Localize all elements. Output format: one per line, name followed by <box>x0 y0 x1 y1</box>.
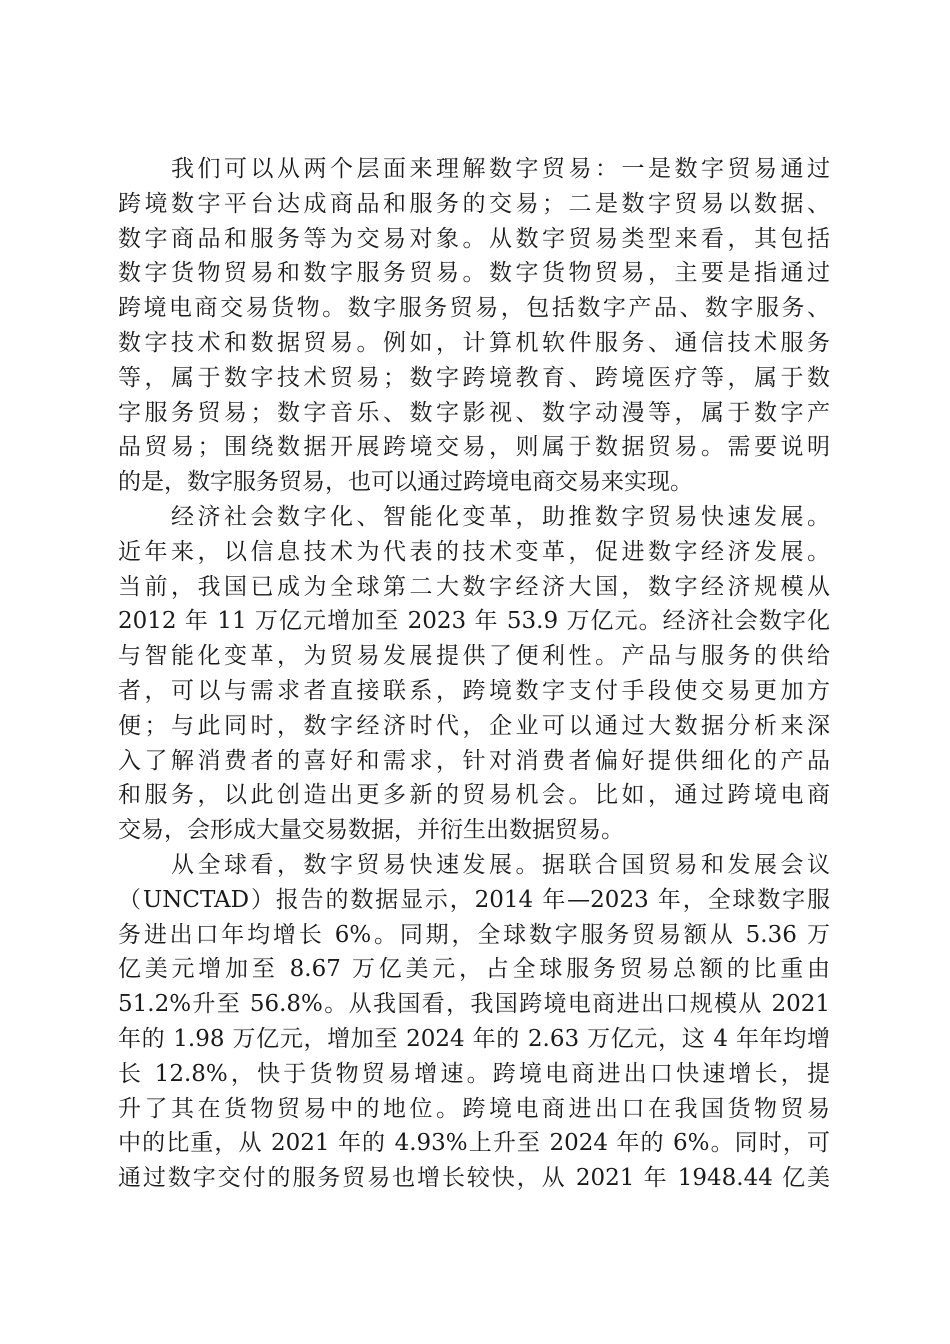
text-line: 入了解消费者的喜好和需求，针对消费者偏好提供细化的产品 <box>118 747 830 774</box>
text-line: 等，属于数字技术贸易；数字跨境教育、跨境医疗等，属于数 <box>118 364 830 391</box>
text-line: 我们可以从两个层面来理解数字贸易：一是数字贸易通过 <box>118 156 830 182</box>
text-line: 者，可以与需求者直接联系，跨境数字支付手段使交易更加方 <box>118 677 830 704</box>
text-line: 亿美元增加至 8.67 万亿美元，占全球服务贸易总额的比重由 <box>118 956 830 983</box>
text-line: 升了其在货物贸易中的地位。跨境电商进出口在我国货物贸易 <box>118 1095 830 1122</box>
text-line: 通过数字交付的服务贸易也增长较快，从 2021 年 1948.44 亿美 <box>118 1165 830 1192</box>
text-line: （UNCTAD）报告的数据显示，2014 年—2023 年，全球数字服 <box>118 886 830 913</box>
text-line: 2012 年 11 万亿元增加至 2023 年 53.9 万亿元。经济社会数字化 <box>118 608 830 635</box>
text-line: 长 12.8%，快于货物贸易增速。跨境电商进出口快速增长，提 <box>118 1060 830 1087</box>
text-line: 数字商品和服务等为交易对象。从数字贸易类型来看，其包括 <box>118 225 830 252</box>
text-line: 近年来，以信息技术为代表的技术变革，促进数字经济发展。 <box>118 538 830 565</box>
text-line: 年的 1.98 万亿元，增加至 2024 年的 2.63 万亿元，这 4 年年均增 <box>118 1025 830 1052</box>
text-line: 数字技术和数据贸易。例如，计算机软件服务、通信技术服务 <box>118 329 830 356</box>
text-line: 和服务，以此创造出更多新的贸易机会。比如，通过跨境电商 <box>118 782 830 809</box>
text-line: 数字货物贸易和数字服务贸易。数字货物贸易，主要是指通过 <box>118 260 830 287</box>
paragraph-global-growth <box>118 848 830 1196</box>
text-line: 中的比重，从 2021 年的 4.93%上升至 2024 年的 6%。同时，可 <box>118 1130 830 1157</box>
text-line: 交易，会形成大量交易数据，并衍生出数据贸易。 <box>118 817 624 844</box>
text-line: 便；与此同时，数字经济时代，企业可以通过大数据分析来深 <box>118 712 830 739</box>
text-line: 跨境电商交易货物。数字服务贸易，包括数字产品、数字服务、 <box>118 295 830 322</box>
text-line: 务进出口年均增长 6%。同期，全球数字服务贸易额从 5.36 万 <box>118 921 830 948</box>
text-line: 的是，数字服务贸易，也可以通过跨境电商交易来实现。 <box>118 469 693 496</box>
body-text <box>118 152 830 1196</box>
text-line: 品贸易；围绕数据开展跨境交易，则属于数据贸易。需要说明 <box>118 434 830 461</box>
text-line: 经济社会数字化、智能化变革，助推数字贸易快速发展。 <box>118 503 830 530</box>
paragraph-digital-trade-definition <box>118 152 830 500</box>
text-line: 51.2%升至 56.8%。从我国看，我国跨境电商进出口规模从 2021 <box>118 991 830 1018</box>
text-line: 从全球看，数字贸易快速发展。据联合国贸易和发展会议 <box>118 851 830 878</box>
text-line: 与智能化变革，为贸易发展提供了便利性。产品与服务的供给 <box>118 643 830 670</box>
paragraph-digitalization-transformation <box>118 500 830 848</box>
text-line: 当前，我国已成为全球第二大数字经济大国，数字经济规模从 <box>118 573 830 600</box>
text-line: 跨境数字平台达成商品和服务的交易；二是数字贸易以数据、 <box>118 190 830 217</box>
text-line: 字服务贸易；数字音乐、数字影视、数字动漫等，属于数字产 <box>118 399 830 426</box>
